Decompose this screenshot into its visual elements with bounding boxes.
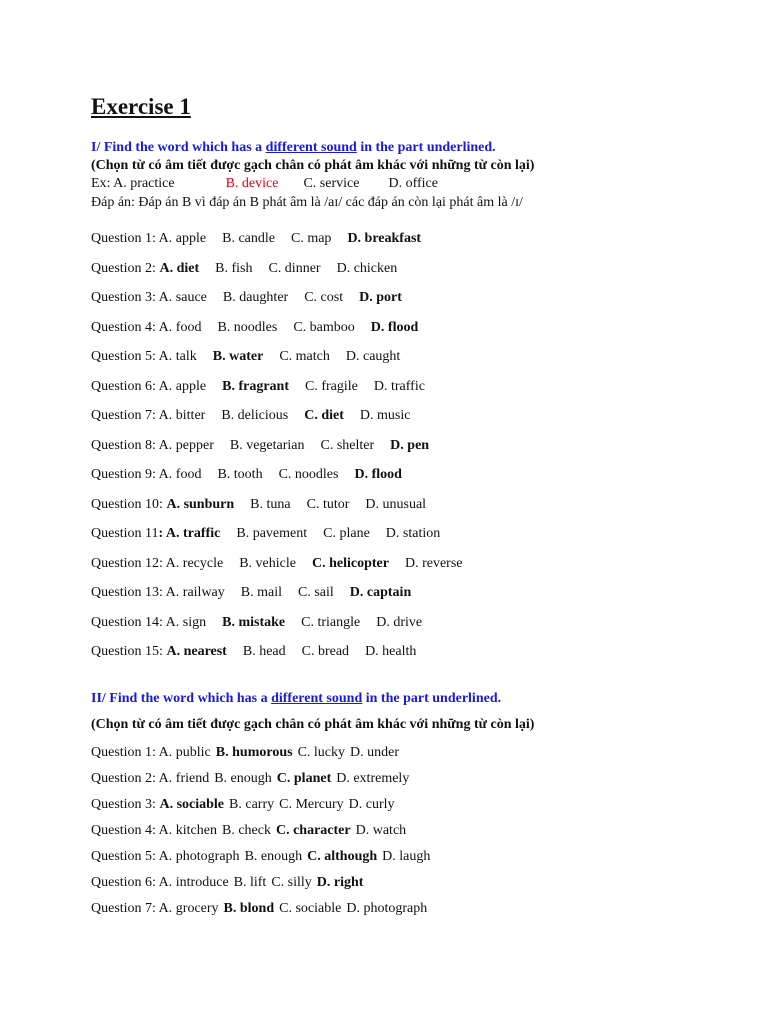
answer-option: B. humorous bbox=[215, 745, 293, 760]
answer-option: D. flood bbox=[354, 467, 402, 482]
question-number: Question 1: bbox=[91, 231, 159, 246]
answer-option: D. breakfast bbox=[347, 231, 422, 246]
question-number: Question 15: bbox=[91, 644, 167, 659]
answer-option: B. vehicle bbox=[239, 555, 296, 571]
question-row bbox=[91, 643, 416, 660]
answer-option: B. fragrant bbox=[222, 378, 289, 394]
answer-option: D. traffic bbox=[373, 378, 425, 394]
answer-option: D. watch bbox=[355, 823, 407, 838]
answer-option: D. music bbox=[359, 408, 411, 423]
answer-option: A. introduce bbox=[158, 875, 229, 890]
answer-option: C. fragile bbox=[305, 378, 358, 394]
answer-option: D. laugh bbox=[382, 849, 431, 864]
answer-option: C. dinner bbox=[268, 260, 321, 276]
answer-option: C. lucky bbox=[297, 745, 346, 760]
answer-option: C. tutor bbox=[306, 496, 350, 512]
answer-option: A. pepper bbox=[158, 437, 214, 453]
question-number: Question 4: bbox=[91, 319, 159, 335]
answer-option: D. chicken bbox=[336, 260, 398, 276]
section-1-heading: I/ Find the word which has a different sound in the part underlined. bbox=[91, 140, 496, 155]
answer-option: B. tuna bbox=[250, 496, 291, 512]
answer-option: D. station bbox=[385, 526, 441, 541]
answer-option: B. daughter bbox=[222, 290, 289, 305]
answer-option: C. shelter bbox=[320, 437, 375, 453]
answer-option: A. apple bbox=[158, 231, 207, 246]
answer-option: A. apple bbox=[158, 378, 207, 394]
answer-option: D. pen bbox=[390, 437, 430, 453]
answer-option: A. photograph bbox=[158, 849, 240, 864]
answer-option: D. health bbox=[365, 644, 417, 659]
question-row bbox=[91, 900, 427, 917]
question-row bbox=[91, 584, 411, 601]
answer-option: B. vegetarian bbox=[229, 437, 305, 453]
answer-option: D. caught bbox=[345, 349, 401, 364]
answer-option: D. under bbox=[350, 745, 400, 760]
question-row bbox=[91, 437, 429, 454]
answer-option: C. cost bbox=[304, 290, 344, 305]
answer-option: D. flood bbox=[370, 319, 419, 335]
question-row bbox=[91, 770, 409, 787]
question-number: Question 5: bbox=[91, 849, 159, 864]
answer-option: A. food bbox=[158, 319, 202, 335]
answer-option: C. character bbox=[275, 823, 351, 838]
answer-option: A. kitchen bbox=[158, 823, 217, 838]
answer-option: D. unusual bbox=[365, 496, 427, 512]
answer-option: C. map bbox=[290, 231, 332, 246]
answer-option: A. sociable bbox=[159, 797, 225, 812]
answer-option: B. check bbox=[222, 823, 271, 838]
answer-option: B. lift bbox=[233, 875, 267, 890]
answer-option: C. planet bbox=[276, 771, 332, 786]
question-number: Question 11 bbox=[91, 526, 159, 541]
question-number: Question 2: bbox=[91, 771, 159, 786]
answer-option: B. noodles bbox=[217, 319, 278, 335]
question-number: Question 3: bbox=[91, 290, 159, 305]
answer-option: A. diet bbox=[159, 260, 200, 276]
question-number: Question 1: bbox=[91, 745, 159, 760]
question-row bbox=[91, 848, 430, 865]
answer-option: A. talk bbox=[158, 349, 197, 364]
question-number: Question 8: bbox=[91, 437, 159, 453]
question-row bbox=[91, 822, 406, 839]
question-row bbox=[91, 407, 410, 424]
question-number: Question 4: bbox=[91, 823, 159, 838]
answer-option: C. plane bbox=[323, 526, 370, 541]
answer-option: B. blond bbox=[223, 901, 275, 916]
question-row bbox=[91, 744, 399, 761]
question-number: Question 9: bbox=[91, 467, 159, 482]
answer-option: C. although bbox=[307, 849, 378, 864]
question-number: Question 13: bbox=[91, 585, 166, 600]
question-number: Question 6: bbox=[91, 875, 159, 890]
question-row bbox=[91, 230, 421, 247]
answer-option: C. triangle bbox=[301, 614, 361, 630]
question-number: Question 2: bbox=[91, 260, 160, 276]
answer-option: C. bamboo bbox=[293, 319, 355, 335]
question-number: Question 7: bbox=[91, 901, 159, 916]
answer-option: A. bitter bbox=[158, 408, 206, 423]
answer-option: C. Mercury bbox=[279, 797, 344, 812]
question-number: Question 12: bbox=[91, 555, 166, 571]
answer-option: C. silly bbox=[271, 875, 312, 890]
answer-option: B. head bbox=[242, 644, 286, 659]
answer-option: A. recycle bbox=[165, 555, 224, 571]
answer-option: B. fish bbox=[215, 260, 253, 276]
section-2-heading: II/ Find the word which has a different sound in the part underlined. bbox=[91, 691, 502, 706]
question-number: Question 7: bbox=[91, 408, 159, 423]
answer-option: A. sauce bbox=[158, 290, 207, 305]
answer-option: C. match bbox=[279, 349, 330, 364]
question-number: Question 6: bbox=[91, 378, 159, 394]
question-row bbox=[91, 796, 395, 813]
answer-option: D. right bbox=[316, 875, 364, 890]
answer-option: D. reverse bbox=[404, 555, 463, 571]
answer-option: B. mail bbox=[240, 585, 282, 600]
answer-option: C. sail bbox=[298, 585, 334, 600]
answer-option: B. pavement bbox=[236, 526, 308, 541]
section-1-subheading: (Chọn từ có âm tiết được gạch chân có phát âm khác với những từ còn lại) bbox=[91, 158, 535, 173]
answer-option: B. delicious bbox=[221, 408, 289, 423]
question-row bbox=[91, 378, 425, 395]
answer-option: B. mistake bbox=[222, 614, 286, 630]
answer-option: C. diet bbox=[304, 408, 344, 423]
answer-option: D. captain bbox=[349, 585, 412, 600]
example-line: Ex: A. practice B. device C. service D. office bbox=[91, 176, 438, 191]
question-row bbox=[91, 874, 363, 891]
answer-option: D. extremely bbox=[336, 771, 410, 786]
question-number: Question 14: bbox=[91, 614, 166, 630]
question-number: Question 10: bbox=[91, 496, 167, 512]
section-2-subheading: (Chọn từ có âm tiết được gạch chân có phát âm khác với những từ còn lại) bbox=[91, 717, 535, 732]
question-row bbox=[91, 319, 418, 336]
answer-option: B. enough bbox=[214, 771, 272, 786]
answer-option: D. port bbox=[359, 290, 402, 305]
question-row bbox=[91, 496, 426, 513]
answer-option: A. sunburn bbox=[166, 496, 235, 512]
answer-note: Đáp án: Đáp án B vì đáp án B phát âm là /aɪ/ các đáp án còn lại phát âm là /ɪ/ bbox=[91, 195, 523, 210]
answer-option: A. grocery bbox=[158, 901, 219, 916]
answer-option: C. bread bbox=[301, 644, 350, 659]
answer-option: A. friend bbox=[158, 771, 210, 786]
answer-option: B. tooth bbox=[217, 467, 263, 482]
question-row bbox=[91, 525, 440, 542]
question-row bbox=[91, 260, 397, 277]
answer-option: D. curly bbox=[348, 797, 395, 812]
answer-option: D. drive bbox=[376, 614, 423, 630]
question-row bbox=[91, 289, 402, 306]
answer-option: A. food bbox=[158, 467, 202, 482]
question-row bbox=[91, 614, 422, 631]
question-number: Question 5: bbox=[91, 349, 159, 364]
answer-option: A. nearest bbox=[166, 644, 227, 659]
answer-option: C. sociable bbox=[279, 901, 342, 916]
question-row bbox=[91, 466, 402, 483]
answer-option: B. candle bbox=[222, 231, 275, 246]
question-row bbox=[91, 348, 400, 365]
answer-option: : A. traffic bbox=[158, 526, 221, 541]
answer-option: B. carry bbox=[229, 797, 275, 812]
answer-option: C. noodles bbox=[278, 467, 339, 482]
answer-option: C. helicopter bbox=[311, 555, 389, 571]
answer-option: B. enough bbox=[244, 849, 303, 864]
question-row bbox=[91, 555, 462, 572]
answer-option: A. sign bbox=[165, 614, 207, 630]
answer-option: A. railway bbox=[165, 585, 225, 600]
answer-option: B. water bbox=[212, 349, 264, 364]
page-title: Exercise 1 bbox=[91, 94, 191, 119]
answer-option: D. photograph bbox=[346, 901, 428, 916]
question-number: Question 3: bbox=[91, 797, 160, 812]
answer-option: A. public bbox=[158, 745, 211, 760]
